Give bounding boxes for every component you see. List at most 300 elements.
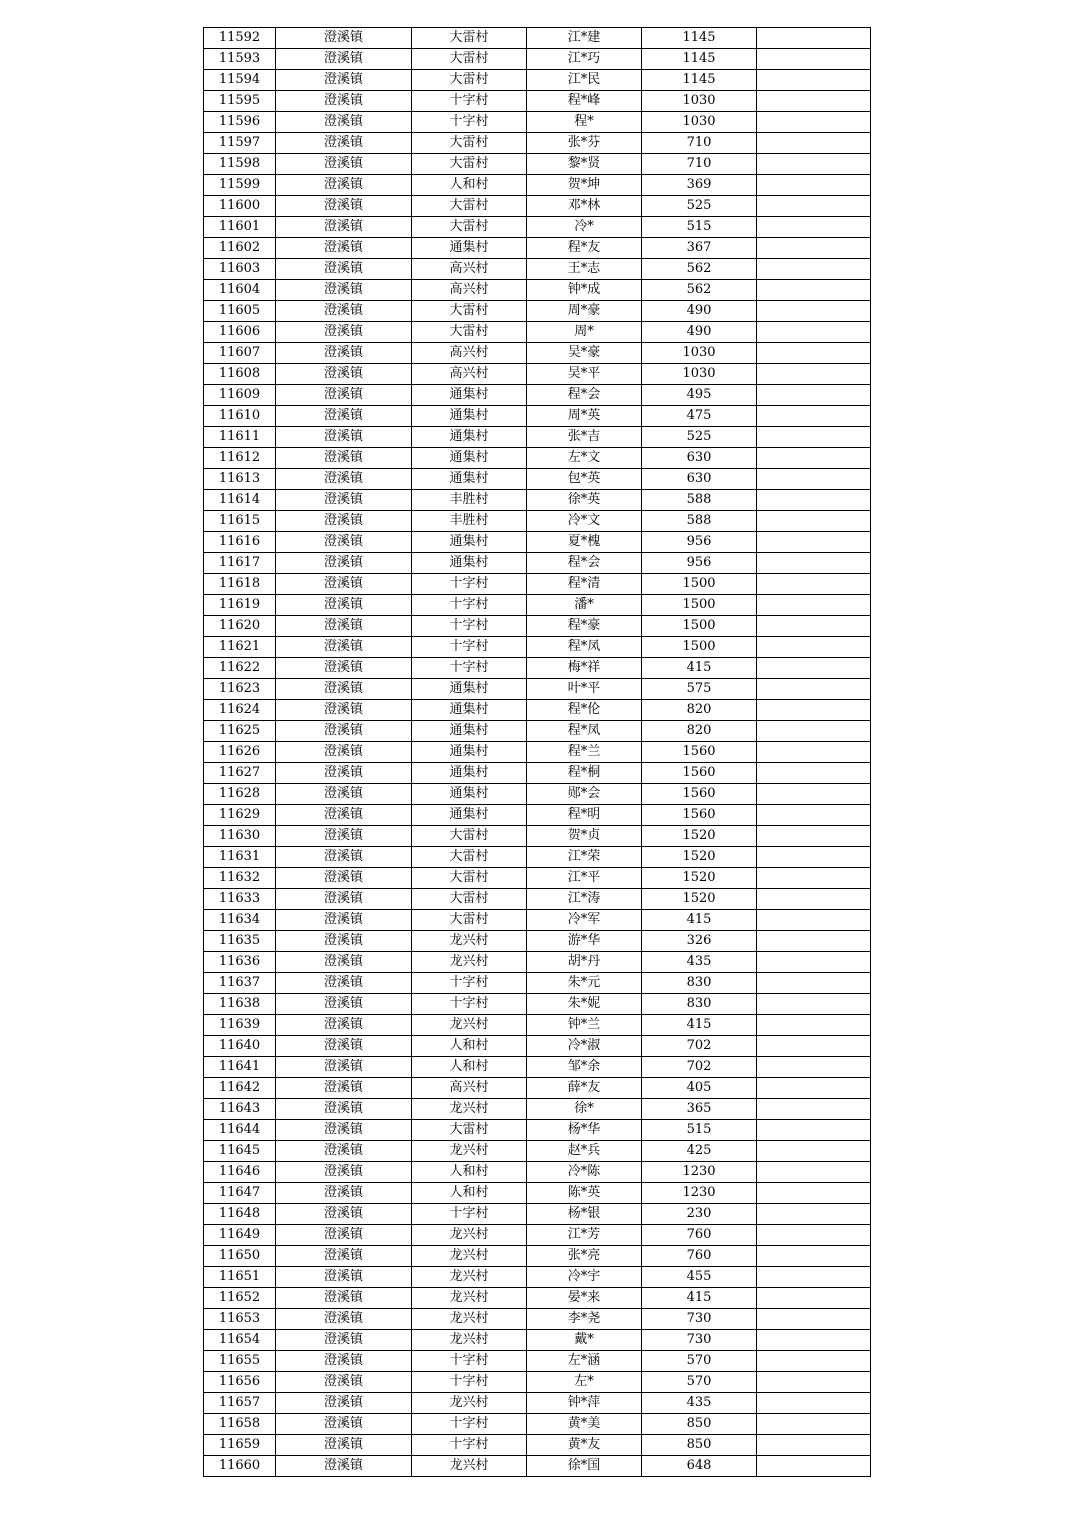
village-cell: 大雷村 — [412, 49, 527, 70]
blank-cell — [757, 1057, 871, 1078]
name-cell: 黎*贤 — [527, 154, 642, 175]
blank-cell — [757, 658, 871, 679]
name-cell: 程*桐 — [527, 763, 642, 784]
amount-cell: 1560 — [642, 742, 757, 763]
village-cell: 大雷村 — [412, 217, 527, 238]
blank-cell — [757, 1288, 871, 1309]
blank-cell — [757, 847, 871, 868]
amount-cell: 490 — [642, 322, 757, 343]
serial-number-cell: 11613 — [204, 469, 276, 490]
serial-number-cell: 11596 — [204, 112, 276, 133]
blank-cell — [757, 910, 871, 931]
blank-cell — [757, 826, 871, 847]
town-cell: 澄溪镇 — [276, 784, 412, 805]
village-cell: 大雷村 — [412, 847, 527, 868]
amount-cell: 495 — [642, 385, 757, 406]
name-cell: 左* — [527, 1372, 642, 1393]
blank-cell — [757, 280, 871, 301]
serial-number-cell: 11630 — [204, 826, 276, 847]
amount-cell: 1030 — [642, 343, 757, 364]
town-cell: 澄溪镇 — [276, 1078, 412, 1099]
name-cell: 程*伦 — [527, 700, 642, 721]
name-cell: 吴*平 — [527, 364, 642, 385]
table-row — [204, 952, 871, 973]
name-cell: 薛*友 — [527, 1078, 642, 1099]
name-cell: 郧*会 — [527, 784, 642, 805]
village-cell: 十字村 — [412, 91, 527, 112]
serial-number-cell: 11619 — [204, 595, 276, 616]
amount-cell: 369 — [642, 175, 757, 196]
name-cell: 钟*兰 — [527, 1015, 642, 1036]
blank-cell — [757, 1414, 871, 1435]
serial-number-cell: 11593 — [204, 49, 276, 70]
table-row — [204, 1393, 871, 1414]
town-cell: 澄溪镇 — [276, 1435, 412, 1456]
blank-cell — [757, 469, 871, 490]
blank-cell — [757, 322, 871, 343]
amount-cell: 648 — [642, 1456, 757, 1477]
town-cell: 澄溪镇 — [276, 511, 412, 532]
amount-cell: 710 — [642, 154, 757, 175]
village-cell: 大雷村 — [412, 910, 527, 931]
serial-number-cell: 11614 — [204, 490, 276, 511]
amount-cell: 575 — [642, 679, 757, 700]
blank-cell — [757, 1456, 871, 1477]
blank-cell — [757, 511, 871, 532]
table-row — [204, 637, 871, 658]
table-row — [204, 784, 871, 805]
table-row — [204, 154, 871, 175]
blank-cell — [757, 91, 871, 112]
table-row — [204, 1435, 871, 1456]
table-row — [204, 1309, 871, 1330]
serial-number-cell: 11634 — [204, 910, 276, 931]
village-cell: 十字村 — [412, 994, 527, 1015]
blank-cell — [757, 679, 871, 700]
serial-number-cell: 11592 — [204, 28, 276, 49]
name-cell: 陈*英 — [527, 1183, 642, 1204]
blank-cell — [757, 1393, 871, 1414]
amount-cell: 367 — [642, 238, 757, 259]
blank-cell — [757, 637, 871, 658]
town-cell: 澄溪镇 — [276, 553, 412, 574]
table-row — [204, 595, 871, 616]
serial-number-cell: 11638 — [204, 994, 276, 1015]
table-row — [204, 1351, 871, 1372]
name-cell: 张*亮 — [527, 1246, 642, 1267]
table-row — [204, 805, 871, 826]
name-cell: 朱*妮 — [527, 994, 642, 1015]
amount-cell: 1560 — [642, 784, 757, 805]
village-cell: 人和村 — [412, 1057, 527, 1078]
table-row — [204, 532, 871, 553]
blank-cell — [757, 553, 871, 574]
village-cell: 龙兴村 — [412, 1393, 527, 1414]
serial-number-cell: 11599 — [204, 175, 276, 196]
town-cell: 澄溪镇 — [276, 868, 412, 889]
blank-cell — [757, 1372, 871, 1393]
table-row — [204, 658, 871, 679]
serial-number-cell: 11659 — [204, 1435, 276, 1456]
amount-cell: 1500 — [642, 616, 757, 637]
serial-number-cell: 11604 — [204, 280, 276, 301]
town-cell: 澄溪镇 — [276, 994, 412, 1015]
town-cell: 澄溪镇 — [276, 1330, 412, 1351]
blank-cell — [757, 616, 871, 637]
table-row — [204, 994, 871, 1015]
town-cell: 澄溪镇 — [276, 49, 412, 70]
table-row — [204, 847, 871, 868]
village-cell: 龙兴村 — [412, 1267, 527, 1288]
amount-cell: 1520 — [642, 826, 757, 847]
serial-number-cell: 11625 — [204, 721, 276, 742]
name-cell: 江*芳 — [527, 1225, 642, 1246]
table-row — [204, 1057, 871, 1078]
village-cell: 龙兴村 — [412, 931, 527, 952]
amount-cell: 730 — [642, 1309, 757, 1330]
name-cell: 徐*英 — [527, 490, 642, 511]
name-cell: 晏*来 — [527, 1288, 642, 1309]
table-row — [204, 763, 871, 784]
town-cell: 澄溪镇 — [276, 1057, 412, 1078]
name-cell: 程*友 — [527, 238, 642, 259]
village-cell: 龙兴村 — [412, 1288, 527, 1309]
amount-cell: 515 — [642, 217, 757, 238]
blank-cell — [757, 532, 871, 553]
village-cell: 通集村 — [412, 679, 527, 700]
blank-cell — [757, 490, 871, 511]
name-cell: 戴* — [527, 1330, 642, 1351]
amount-cell: 702 — [642, 1036, 757, 1057]
name-cell: 冷*淑 — [527, 1036, 642, 1057]
amount-cell: 562 — [642, 280, 757, 301]
serial-number-cell: 11627 — [204, 763, 276, 784]
town-cell: 澄溪镇 — [276, 931, 412, 952]
blank-cell — [757, 448, 871, 469]
blank-cell — [757, 1078, 871, 1099]
village-cell: 高兴村 — [412, 280, 527, 301]
table-row — [204, 931, 871, 952]
amount-cell: 1500 — [642, 637, 757, 658]
village-cell: 大雷村 — [412, 889, 527, 910]
name-cell: 钟*成 — [527, 280, 642, 301]
serial-number-cell: 11624 — [204, 700, 276, 721]
village-cell: 十字村 — [412, 1372, 527, 1393]
serial-number-cell: 11600 — [204, 196, 276, 217]
serial-number-cell: 11639 — [204, 1015, 276, 1036]
blank-cell — [757, 784, 871, 805]
serial-number-cell: 11651 — [204, 1267, 276, 1288]
village-cell: 大雷村 — [412, 70, 527, 91]
table-row — [204, 1204, 871, 1225]
village-cell: 通集村 — [412, 469, 527, 490]
amount-cell: 820 — [642, 721, 757, 742]
amount-cell: 630 — [642, 469, 757, 490]
serial-number-cell: 11623 — [204, 679, 276, 700]
amount-cell: 730 — [642, 1330, 757, 1351]
table-row — [204, 679, 871, 700]
amount-cell: 588 — [642, 490, 757, 511]
name-cell: 潘* — [527, 595, 642, 616]
table-row — [204, 1183, 871, 1204]
serial-number-cell: 11660 — [204, 1456, 276, 1477]
amount-cell: 475 — [642, 406, 757, 427]
village-cell: 丰胜村 — [412, 490, 527, 511]
amount-cell: 830 — [642, 994, 757, 1015]
serial-number-cell: 11597 — [204, 133, 276, 154]
village-cell: 十字村 — [412, 973, 527, 994]
amount-cell: 415 — [642, 658, 757, 679]
blank-cell — [757, 112, 871, 133]
village-cell: 通集村 — [412, 763, 527, 784]
village-cell: 大雷村 — [412, 196, 527, 217]
village-cell: 十字村 — [412, 574, 527, 595]
town-cell: 澄溪镇 — [276, 1351, 412, 1372]
village-cell: 大雷村 — [412, 826, 527, 847]
village-cell: 龙兴村 — [412, 1015, 527, 1036]
name-cell: 杨*银 — [527, 1204, 642, 1225]
name-cell: 赵*兵 — [527, 1141, 642, 1162]
name-cell: 冷* — [527, 217, 642, 238]
table-row — [204, 1456, 871, 1477]
town-cell: 澄溪镇 — [276, 952, 412, 973]
village-cell: 通集村 — [412, 406, 527, 427]
serial-number-cell: 11657 — [204, 1393, 276, 1414]
table-row — [204, 616, 871, 637]
serial-number-cell: 11618 — [204, 574, 276, 595]
table-row — [204, 364, 871, 385]
amount-cell: 415 — [642, 1015, 757, 1036]
blank-cell — [757, 1246, 871, 1267]
name-cell: 张*吉 — [527, 427, 642, 448]
amount-cell: 1230 — [642, 1183, 757, 1204]
blank-cell — [757, 385, 871, 406]
town-cell: 澄溪镇 — [276, 196, 412, 217]
town-cell: 澄溪镇 — [276, 595, 412, 616]
table-row — [204, 1225, 871, 1246]
town-cell: 澄溪镇 — [276, 637, 412, 658]
amount-cell: 365 — [642, 1099, 757, 1120]
serial-number-cell: 11612 — [204, 448, 276, 469]
table-row — [204, 910, 871, 931]
village-cell: 十字村 — [412, 1435, 527, 1456]
town-cell: 澄溪镇 — [276, 973, 412, 994]
table-row — [204, 1141, 871, 1162]
name-cell: 程*兰 — [527, 742, 642, 763]
amount-cell: 425 — [642, 1141, 757, 1162]
amount-cell: 415 — [642, 1288, 757, 1309]
amount-cell: 850 — [642, 1435, 757, 1456]
table-row — [204, 238, 871, 259]
town-cell: 澄溪镇 — [276, 847, 412, 868]
town-cell: 澄溪镇 — [276, 679, 412, 700]
amount-cell: 1520 — [642, 868, 757, 889]
serial-number-cell: 11594 — [204, 70, 276, 91]
town-cell: 澄溪镇 — [276, 469, 412, 490]
name-cell: 程*明 — [527, 805, 642, 826]
blank-cell — [757, 742, 871, 763]
blank-cell — [757, 1162, 871, 1183]
town-cell: 澄溪镇 — [276, 742, 412, 763]
serial-number-cell: 11632 — [204, 868, 276, 889]
village-cell: 通集村 — [412, 532, 527, 553]
blank-cell — [757, 154, 871, 175]
table-row — [204, 469, 871, 490]
name-cell: 李*尧 — [527, 1309, 642, 1330]
town-cell: 澄溪镇 — [276, 1267, 412, 1288]
serial-number-cell: 11616 — [204, 532, 276, 553]
table-row — [204, 49, 871, 70]
amount-cell: 525 — [642, 427, 757, 448]
blank-cell — [757, 1099, 871, 1120]
blank-cell — [757, 238, 871, 259]
town-cell: 澄溪镇 — [276, 763, 412, 784]
village-cell: 人和村 — [412, 1162, 527, 1183]
amount-cell: 820 — [642, 700, 757, 721]
serial-number-cell: 11652 — [204, 1288, 276, 1309]
village-cell: 十字村 — [412, 616, 527, 637]
table-row — [204, 217, 871, 238]
village-cell: 通集村 — [412, 427, 527, 448]
serial-number-cell: 11603 — [204, 259, 276, 280]
blank-cell — [757, 175, 871, 196]
town-cell: 澄溪镇 — [276, 385, 412, 406]
name-cell: 冷*陈 — [527, 1162, 642, 1183]
name-cell: 游*华 — [527, 931, 642, 952]
amount-cell: 710 — [642, 133, 757, 154]
town-cell: 澄溪镇 — [276, 28, 412, 49]
town-cell: 澄溪镇 — [276, 1162, 412, 1183]
name-cell: 程*会 — [527, 385, 642, 406]
name-cell: 江*巧 — [527, 49, 642, 70]
name-cell: 邓*林 — [527, 196, 642, 217]
village-cell: 十字村 — [412, 112, 527, 133]
village-cell: 龙兴村 — [412, 1141, 527, 1162]
town-cell: 澄溪镇 — [276, 133, 412, 154]
blank-cell — [757, 805, 871, 826]
town-cell: 澄溪镇 — [276, 238, 412, 259]
table-row — [204, 973, 871, 994]
serial-number-cell: 11626 — [204, 742, 276, 763]
blank-cell — [757, 70, 871, 91]
village-cell: 大雷村 — [412, 133, 527, 154]
village-cell: 高兴村 — [412, 1078, 527, 1099]
table-row — [204, 1267, 871, 1288]
serial-number-cell: 11621 — [204, 637, 276, 658]
name-cell: 贺*贞 — [527, 826, 642, 847]
name-cell: 程*豪 — [527, 616, 642, 637]
serial-number-cell: 11631 — [204, 847, 276, 868]
blank-cell — [757, 763, 871, 784]
town-cell: 澄溪镇 — [276, 1120, 412, 1141]
village-cell: 高兴村 — [412, 259, 527, 280]
blank-cell — [757, 1267, 871, 1288]
serial-number-cell: 11647 — [204, 1183, 276, 1204]
data-table — [203, 27, 871, 1477]
amount-cell: 830 — [642, 973, 757, 994]
village-cell: 大雷村 — [412, 301, 527, 322]
serial-number-cell: 11640 — [204, 1036, 276, 1057]
table-row — [204, 490, 871, 511]
serial-number-cell: 11642 — [204, 1078, 276, 1099]
town-cell: 澄溪镇 — [276, 574, 412, 595]
name-cell: 叶*平 — [527, 679, 642, 700]
name-cell: 冷*文 — [527, 511, 642, 532]
amount-cell: 515 — [642, 1120, 757, 1141]
name-cell: 黄*友 — [527, 1435, 642, 1456]
name-cell: 程*凤 — [527, 637, 642, 658]
serial-number-cell: 11656 — [204, 1372, 276, 1393]
serial-number-cell: 11641 — [204, 1057, 276, 1078]
table-row — [204, 385, 871, 406]
town-cell: 澄溪镇 — [276, 70, 412, 91]
table-row — [204, 91, 871, 112]
town-cell: 澄溪镇 — [276, 721, 412, 742]
town-cell: 澄溪镇 — [276, 154, 412, 175]
village-cell: 大雷村 — [412, 1120, 527, 1141]
serial-number-cell: 11617 — [204, 553, 276, 574]
blank-cell — [757, 343, 871, 364]
village-cell: 通集村 — [412, 238, 527, 259]
amount-cell: 525 — [642, 196, 757, 217]
name-cell: 程* — [527, 112, 642, 133]
blank-cell — [757, 1015, 871, 1036]
town-cell: 澄溪镇 — [276, 1225, 412, 1246]
table-row — [204, 175, 871, 196]
serial-number-cell: 11598 — [204, 154, 276, 175]
amount-cell: 455 — [642, 1267, 757, 1288]
serial-number-cell: 11615 — [204, 511, 276, 532]
village-cell: 大雷村 — [412, 154, 527, 175]
town-cell: 澄溪镇 — [276, 175, 412, 196]
blank-cell — [757, 1120, 871, 1141]
town-cell: 澄溪镇 — [276, 427, 412, 448]
table-row — [204, 826, 871, 847]
name-cell: 胡*丹 — [527, 952, 642, 973]
town-cell: 澄溪镇 — [276, 889, 412, 910]
blank-cell — [757, 259, 871, 280]
amount-cell: 702 — [642, 1057, 757, 1078]
town-cell: 澄溪镇 — [276, 259, 412, 280]
village-cell: 十字村 — [412, 637, 527, 658]
serial-number-cell: 11610 — [204, 406, 276, 427]
name-cell: 张*芬 — [527, 133, 642, 154]
village-cell: 人和村 — [412, 175, 527, 196]
town-cell: 澄溪镇 — [276, 1204, 412, 1225]
name-cell: 邹*余 — [527, 1057, 642, 1078]
blank-cell — [757, 301, 871, 322]
serial-number-cell: 11654 — [204, 1330, 276, 1351]
table-row — [204, 1078, 871, 1099]
amount-cell: 956 — [642, 553, 757, 574]
blank-cell — [757, 595, 871, 616]
amount-cell: 1500 — [642, 595, 757, 616]
town-cell: 澄溪镇 — [276, 280, 412, 301]
amount-cell: 435 — [642, 952, 757, 973]
name-cell: 周*豪 — [527, 301, 642, 322]
village-cell: 十字村 — [412, 1204, 527, 1225]
town-cell: 澄溪镇 — [276, 1414, 412, 1435]
blank-cell — [757, 973, 871, 994]
table-row — [204, 343, 871, 364]
amount-cell: 570 — [642, 1351, 757, 1372]
blank-cell — [757, 49, 871, 70]
amount-cell: 760 — [642, 1246, 757, 1267]
table-row — [204, 1036, 871, 1057]
town-cell: 澄溪镇 — [276, 91, 412, 112]
table-row — [204, 1099, 871, 1120]
blank-cell — [757, 868, 871, 889]
